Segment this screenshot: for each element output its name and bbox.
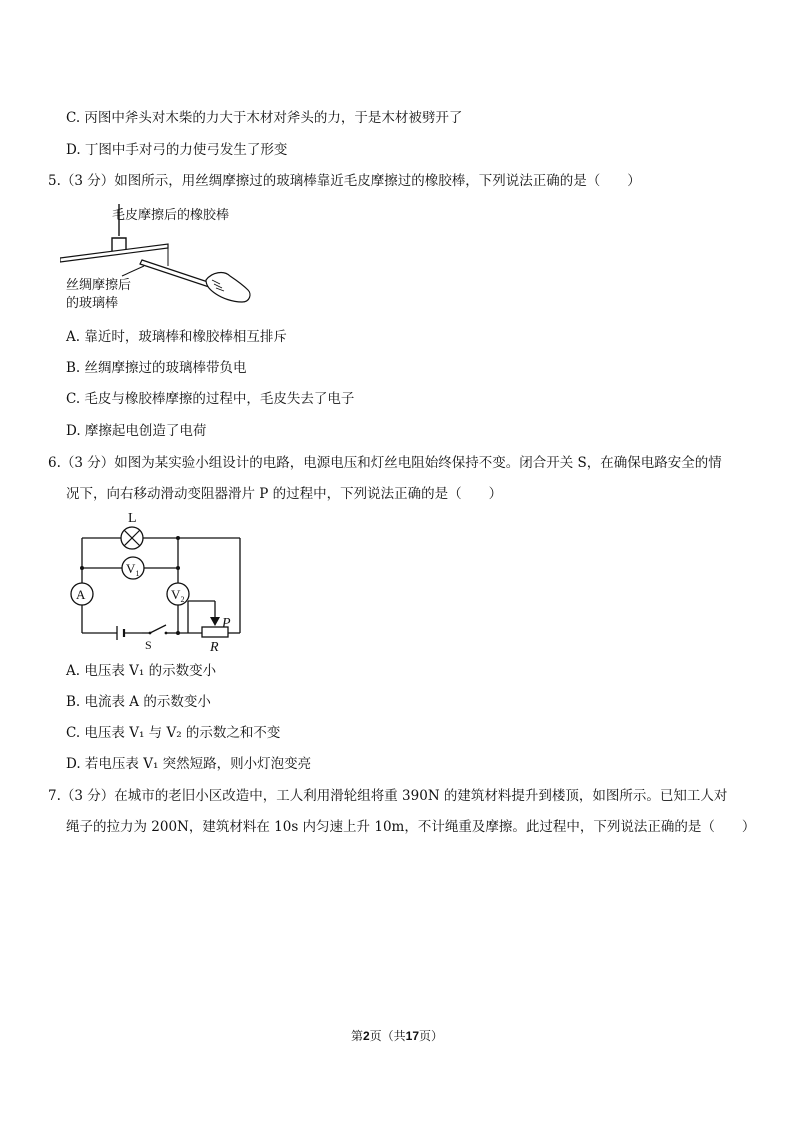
footer-suffix: 页） <box>419 1029 444 1043</box>
footer-middle: 页（共 <box>369 1029 406 1043</box>
glass-rod-label-1: 丝绸摩擦后 <box>66 278 132 293</box>
slider-label: P <box>222 616 231 631</box>
glass-rod-label-2: 的玻璃棒 <box>66 296 119 311</box>
footer-page-number: 2 <box>362 1029 370 1043</box>
footer-total-pages: 17 <box>405 1029 420 1043</box>
rheostat-label: R <box>210 640 219 655</box>
glass-rod <box>140 260 214 288</box>
q7-stem-line2: 绳子的拉力为 200N，建筑材料在 10s 内匀速上升 10m，不计绳重及摩擦。此过程中，下列说法正确的是（ ） <box>66 819 756 835</box>
lamp-label: L <box>128 511 137 526</box>
v2-subscript: 2 <box>180 595 185 604</box>
switch-contact-left <box>149 632 152 635</box>
q5-option-b: B. 丝绸摩擦过的玻璃棒带负电 <box>66 360 247 376</box>
switch-contact-right <box>165 632 168 635</box>
rubber-rod-label: 毛皮摩擦后的橡胶棒 <box>112 208 230 223</box>
switch-label: S <box>145 638 152 652</box>
v1-label: V <box>126 561 136 576</box>
hand-icon <box>206 273 250 302</box>
rubber-rod <box>60 244 168 262</box>
q5-stem: 5.（3 分）如图所示，用丝绸摩擦过的玻璃棒靠近毛皮摩擦过的橡胶棒，下列说法正确的是（ ） <box>48 173 641 189</box>
q5-option-d: D. 摩擦起电创造了电荷 <box>66 423 207 439</box>
footer-prefix: 第 <box>350 1029 363 1043</box>
v2-label: V <box>171 587 181 602</box>
q6-stem-line2: 况下，向右移动滑动变阻器滑片 P 的过程中，下列说法正确的是（ ） <box>66 486 503 502</box>
q6-option-d: D. 若电压表 V₁ 突然短路，则小灯泡变亮 <box>66 756 312 772</box>
q4-option-c: C. 丙图中斧头对木柴的力大于木材对斧头的力，于是木材被劈开了 <box>66 110 463 126</box>
q5-option-a: A. 靠近时，玻璃棒和橡胶棒相互排斥 <box>66 329 287 345</box>
slider-arrow-icon <box>210 617 220 626</box>
glass-pointer <box>122 266 144 276</box>
q6-stem-line1: 6.（3 分）如图为某实验小组设计的电路，电源电压和灯丝电阻始终保持不变。闭合开关 S，在确保电路安全的情 <box>48 455 722 471</box>
v1-subscript: 1 <box>135 569 140 578</box>
ammeter-label: A <box>76 587 86 602</box>
q6-circuit-diagram <box>62 505 262 655</box>
q6-option-c: C. 电压表 V₁ 与 V₂ 的示数之和不变 <box>66 725 281 741</box>
page-footer <box>0 1027 794 1044</box>
q5-option-c: C. 毛皮与橡胶棒摩擦的过程中，毛皮失去了电子 <box>66 391 355 407</box>
q6-option-a: A. 电压表 V₁ 的示数变小 <box>66 663 217 679</box>
q6-option-b: B. 电流表 A 的示数变小 <box>66 694 211 710</box>
switch-blade <box>150 625 166 633</box>
q7-stem-line1: 7.（3 分）在城市的老旧小区改造中，工人利用滑轮组将重 390N 的建筑材料提升到楼顶，如图所示。已知工人对 <box>48 788 728 804</box>
q4-option-d: D. 丁图中手对弓的力使弓发生了形变 <box>66 142 288 158</box>
